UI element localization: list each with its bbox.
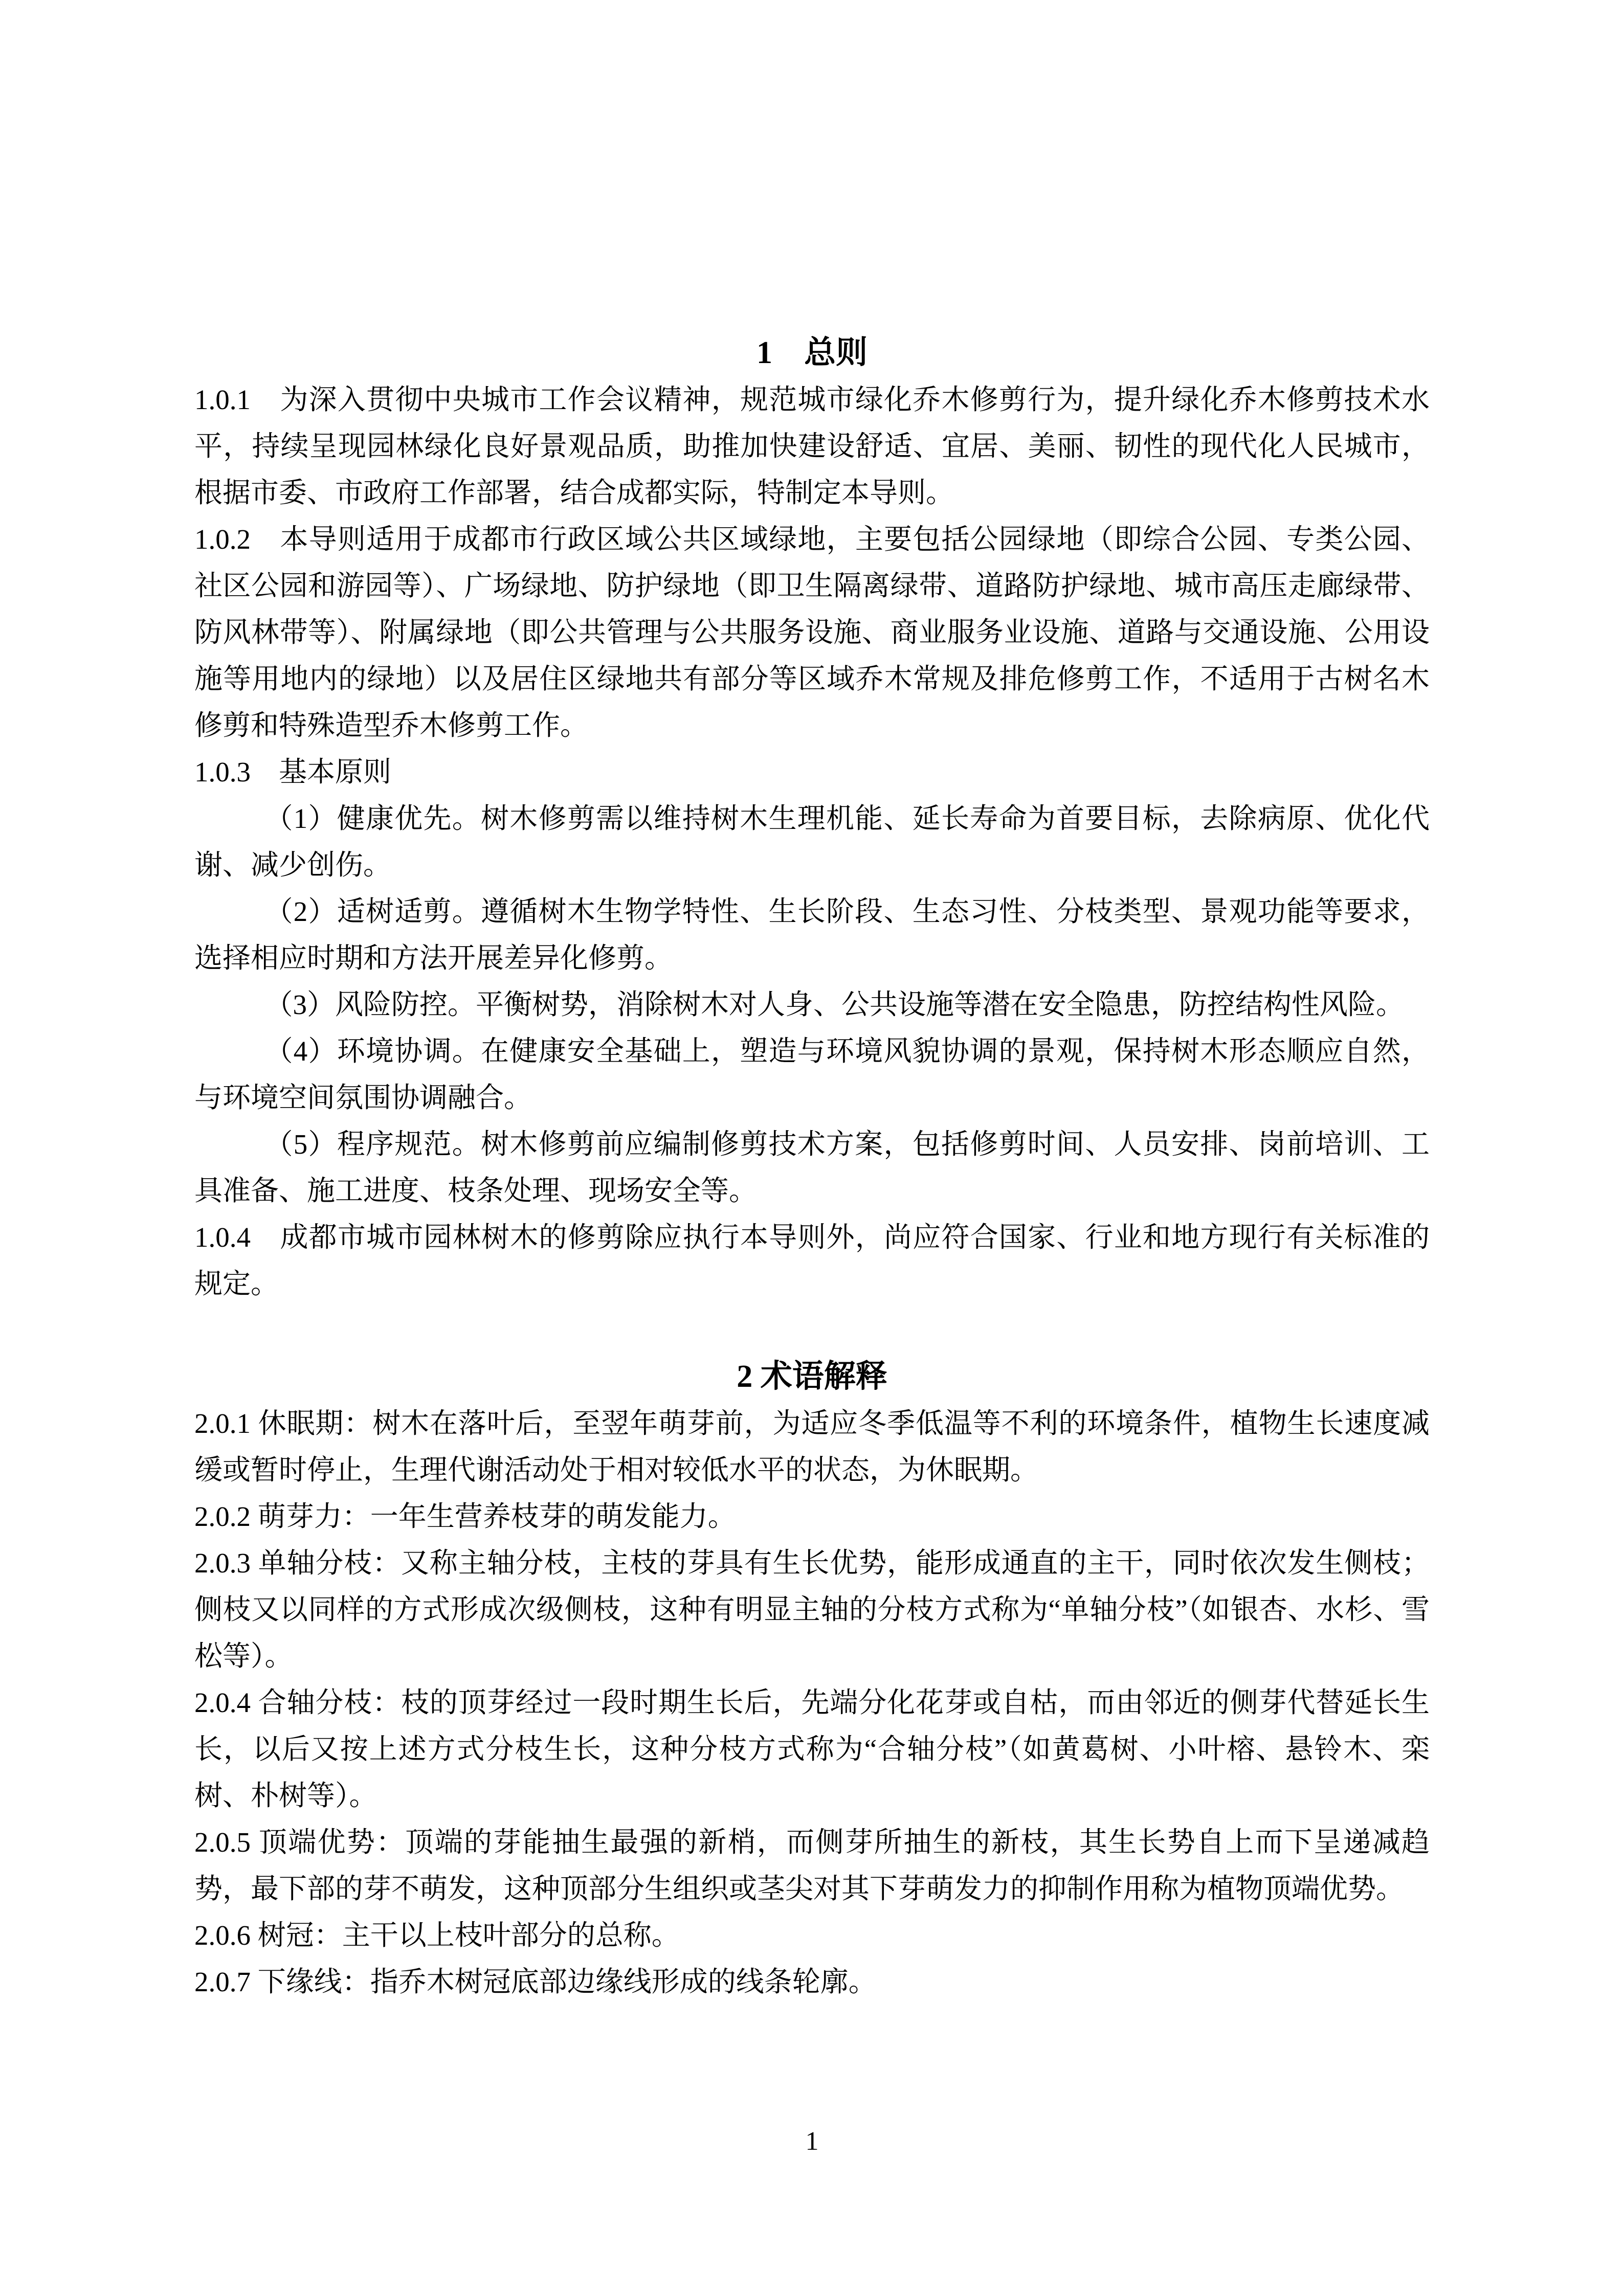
para-1-0-4: 1.0.4 成都市城市园林树木的修剪除应执行本导则外，尚应符合国家、行业和地方现行有关标准的规定。 (194, 1222, 1430, 1299)
principle-item-3: （3）风险防控。平衡树势，消除树木对人身、公共设施等潜在安全隐患，防控结构性风险。 (264, 989, 1405, 1020)
principle-item-1: （1）健康优先。树木修剪需以维持树木生理机能、延长寿命为首要目标，去除病原、优化代谢、减少创伤。 (194, 803, 1430, 881)
para-1-0-2: 1.0.2 本导则适用于成都市行政区域公共区域绿地，主要包括公园绿地（即综合公园、专类公园、社区公园和游园等）、广场绿地、防护绿地（即卫生隔离绿带、道路防护绿地、城市高压走廊绿带、防风林带等）、附属绿地（即公共管理与公共服务设施、商业服务业设施、道路与交通设施、公用设施等用地内的绿地）以及居住区绿地共有部分等区域乔木常规及排危修剪工作，不适用于古树名木修剪和特殊造型乔木修剪工作。 (194, 524, 1430, 741)
para-2-0-4: 2.0.4 合轴分枝：枝的顶芽经过一段时期生长后，先端分化花芽或自枯，而由邻近的侧芽代替延长生长，以后又按上述方式分枝生长，这种分枝方式称为“合轴分枝”（如黄葛树、小叶榕、悬铃木、栾树、朴树等）。 (194, 1687, 1430, 1811)
page-number: 1 (805, 2127, 819, 2156)
para-2-0-1: 2.0.1 休眠期：树木在落叶后，至翌年萌芽前，为适应冬季低温等不利的环境条件，植物生长速度减缓或暂时停止，生理代谢活动处于相对较低水平的状态，为休眠期。 (194, 1408, 1430, 1485)
document-content (194, 0, 1430, 2005)
para-2-0-7: 2.0.7 下缘线：指乔木树冠底部边缘线形成的线条轮廓。 (194, 1966, 877, 1997)
para-2-0-2: 2.0.2 萌芽力：一年生营养枝芽的萌发能力。 (194, 1501, 736, 1532)
principle-item-5: （5）程序规范。树木修剪前应编制修剪技术方案，包括修剪时间、人员安排、岗前培训、工具准备、施工进度、枝条处理、现场安全等。 (194, 1129, 1430, 1206)
principle-item-4: （4）环境协调。在健康安全基础上，塑造与环境风貌协调的景观，保持树木形态顺应自然，与环境空间氛围协调融合。 (194, 1036, 1430, 1113)
principle-item-2: （2）适树适剪。遵循树木生物学特性、生长阶段、生态习性、分枝类型、景观功能等要求，选择相应时期和方法开展差异化修剪。 (194, 896, 1430, 974)
para-2-0-6: 2.0.6 树冠：主干以上枝叶部分的总称。 (194, 1920, 680, 1951)
para-2-0-5: 2.0.5 顶端优势：顶端的芽能抽生最强的新梢，而侧芽所抽生的新枝，其生长势自上而下呈递减趋势，最下部的芽不萌发，这种顶部分生组织或茎尖对其下芽萌发力的抑制作用称为植物顶端优势。 (194, 1827, 1430, 1904)
section-1-title: 1 总则 (756, 335, 867, 370)
para-1-0-1: 1.0.1 为深入贯彻中央城市工作会议精神，规范城市绿化乔木修剪行为，提升绿化乔木修剪技术水平，持续呈现园林绿化良好景观品质，助推加快建设舒适、宜居、美丽、韧性的现代化人民城市，根据市委、市政府工作部署，结合成都实际，特制定本导则。 (194, 384, 1430, 508)
para-2-0-3: 2.0.3 单轴分枝：又称主轴分枝，主枝的芽具有生长优势，能形成通直的主干，同时依次发生侧枝；侧枝又以同样的方式形成次级侧枝，这种有明显主轴的分枝方式称为“单轴分枝”（如银杏、水杉、雪松等）。 (194, 1547, 1430, 1672)
section-2-title: 2 术语解释 (737, 1359, 887, 1394)
para-1-0-3: 1.0.3 基本原则 (194, 756, 392, 787)
